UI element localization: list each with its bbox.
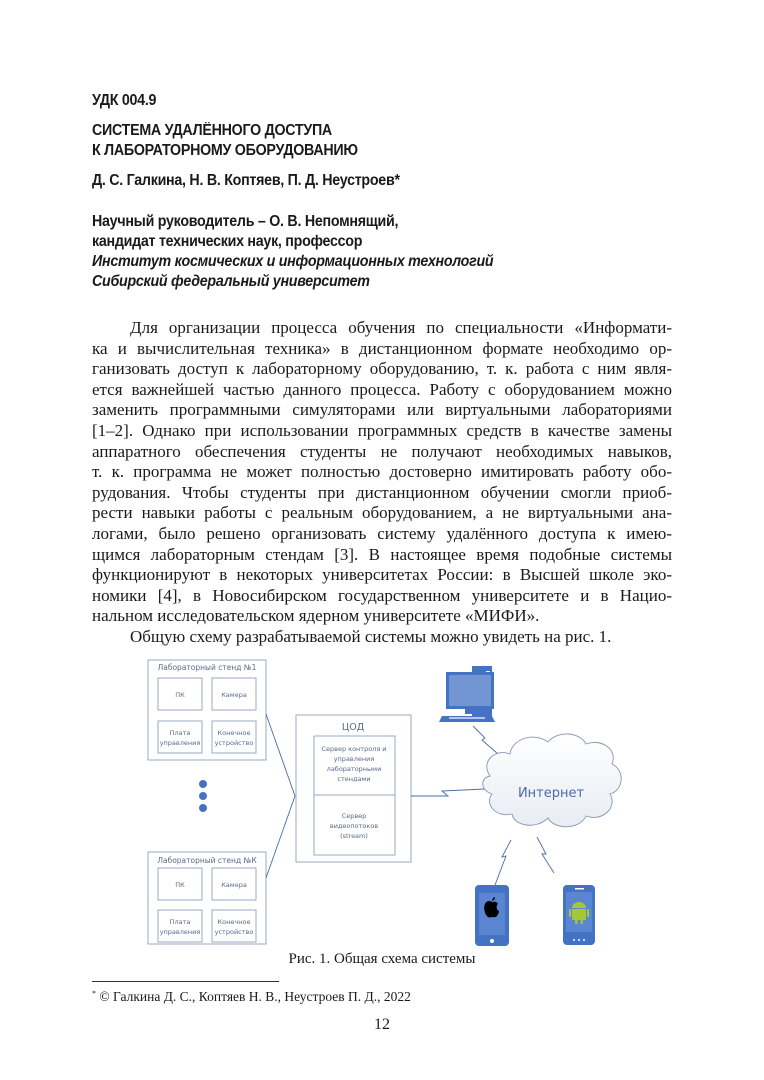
desktop-computer-icon: [439, 666, 495, 722]
title-line-2: К ЛАБОРАТОРНОМУ ОБОРУДОВАНИЮ: [92, 142, 358, 159]
footnote: [92, 989, 411, 1005]
svg-text:устройство: устройство: [214, 739, 254, 747]
udk-code: УДК 004.9: [92, 92, 157, 109]
footnote-text: © Галкина Д. С., Коптяев Н. В., Неустроев П. Д., 2022: [99, 989, 411, 1004]
body-paragraph-1: [92, 318, 672, 648]
figure-caption: Рис. 1. Общая схема системы: [288, 951, 476, 967]
text-line: нальном исследовательском ядерном университете «МИФИ».: [92, 606, 540, 626]
svg-text:Плата: Плата: [169, 918, 191, 926]
supervisor-degree: кандидат технических наук, профессор: [92, 233, 363, 250]
svg-text:стендами: стендами: [337, 775, 371, 783]
stand-connectors: [266, 714, 295, 878]
text-line: т. к. программа не может полностью достоверно имитировать работу обо-: [92, 462, 672, 482]
android-phone-icon: [563, 885, 595, 945]
lab-stand-k: [148, 852, 266, 944]
svg-text:Сервер контроля и: Сервер контроля и: [321, 745, 387, 753]
stand-1-title: Лабораторный стенд №1: [157, 663, 257, 672]
text-line: Для организации процесса обучения по специальности «Информати-: [130, 318, 672, 337]
svg-text:управления: управления: [159, 739, 201, 747]
svg-text:Конечное: Конечное: [217, 918, 251, 926]
svg-text:Конечное: Конечное: [217, 729, 251, 737]
svg-text:Сервер: Сервер: [341, 812, 367, 820]
ellipsis-dots-icon: [199, 780, 207, 812]
stand-k-title: Лабораторный стенд №К: [157, 856, 257, 865]
supervisor: Научный руководитель – О. В. Непомнящий,: [92, 213, 399, 230]
footnote-mark: *: [92, 989, 96, 998]
body-paragraph-2: Общую схему разрабатываемой системы можно увидеть на рис. 1.: [130, 626, 612, 646]
text-line: ка и вычислительная техника» в дистанционном формате необходимо ор-: [92, 338, 672, 358]
text-line: функционируют в некоторых университетах России: в Высшей школе эко-: [92, 565, 672, 585]
text-line: рести навыки работы с реальным оборудованием, а не виртуальными ана-: [92, 503, 672, 523]
text-line: рудования. Чтобы студенты при дистанционном обучении смогли приоб-: [92, 482, 672, 502]
data-center: [296, 715, 411, 862]
system-diagram: [140, 658, 680, 950]
svg-text:управления: управления: [159, 928, 201, 936]
title-line-1: СИСТЕМА УДАЛЁННОГО ДОСТУПА: [92, 122, 332, 139]
text-line: ется важнейшей частью данного процесса. Работу с оборудованием можно: [92, 379, 672, 399]
svg-text:устройство: устройство: [214, 928, 254, 936]
svg-text:управления: управления: [333, 755, 375, 763]
lab-stand-1: [148, 660, 266, 760]
text-line: заменить программными симуляторами или виртуальными лабораториями: [92, 400, 672, 420]
institute: Институт космических и информационных технологий: [92, 253, 494, 270]
cloud-label: Интернет: [517, 786, 585, 801]
text-line: номики [4], в Новосибирском государственном университете и в Нацио-: [92, 585, 672, 605]
dc-title: ЦОД: [341, 722, 365, 733]
text-line: ганизовать доступ к лабораторному оборудованию, т. к. работа с ним явля-: [92, 359, 672, 379]
svg-text:Камера: Камера: [221, 881, 247, 889]
svg-text:ПК: ПК: [175, 691, 185, 699]
svg-text:ПК: ПК: [175, 881, 185, 889]
svg-text:лабораторными: лабораторными: [326, 765, 382, 773]
authors: Д. С. Галкина, Н. В. Коптяев, П. Д. Неустроев*: [92, 172, 400, 189]
svg-text:Камера: Камера: [221, 691, 247, 699]
university: Сибирский федеральный университет: [92, 273, 370, 290]
text-line: аппаратного обеспечения студенты не получают необходимых навыков,: [92, 441, 672, 461]
svg-text:(stream): (stream): [340, 832, 368, 840]
text-line: [1–2]. Однако при использовании программных средств в качестве замены: [92, 420, 672, 440]
text-line: логами, было решено организовать систему удалённого доступа к имею-: [92, 523, 672, 543]
internet-cloud: [483, 734, 621, 827]
svg-text:видеопотоков: видеопотоков: [329, 822, 379, 830]
text-line: щимся лабораторным стендам [3]. В настоящее время подобные системы: [92, 544, 672, 564]
page-number: 12: [374, 1016, 390, 1033]
svg-text:Плата: Плата: [169, 729, 191, 737]
footnote-divider: [92, 981, 279, 982]
ios-phone-icon: [475, 885, 509, 946]
